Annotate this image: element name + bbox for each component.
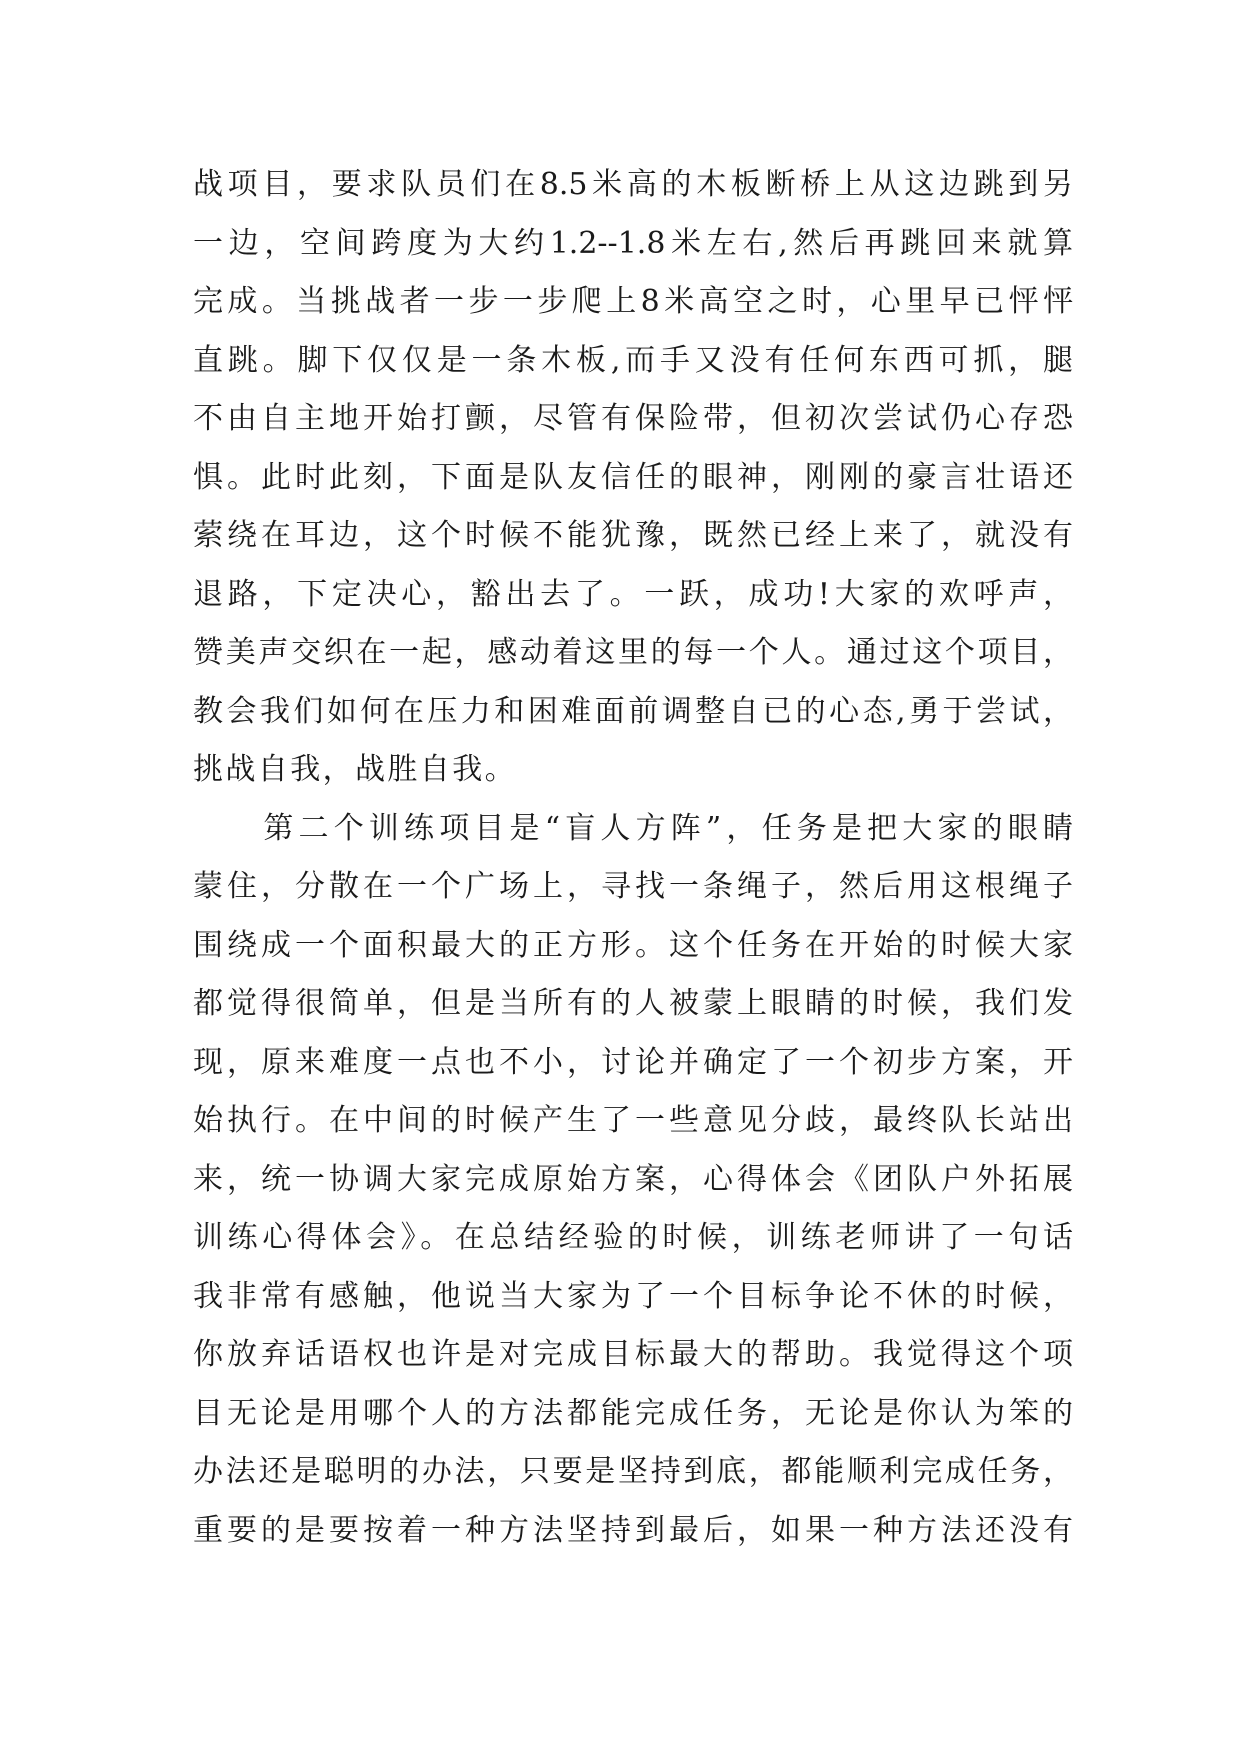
text-line: 直跳。脚下仅仅是一条木板,而手又没有任何东西可抓，腿 bbox=[193, 342, 1073, 378]
text-line: 一边，空间跨度为大约1.2--1.8米左右,然后再跳回来就算 bbox=[193, 225, 1073, 261]
text-line: 教会我们如何在压力和困难面前调整自已的心态,勇于尝试， bbox=[193, 693, 1073, 729]
text-line: 退路，下定决心，豁出去了。一跃，成功!大家的欢呼声， bbox=[193, 576, 1073, 612]
text-line: 完成。当挑战者一步一步爬上8米高空之时，心里早已怦怦 bbox=[193, 284, 1073, 319]
text-line: 训练心得体会》。在总结经验的时候，训练老师讲了一句话 bbox=[193, 1220, 1073, 1255]
text-line: 现，原来难度一点也不小，讨论并确定了一个初步方案，开 bbox=[193, 1044, 1073, 1080]
text-line: 战项目，要求队员们在8.5米高的木板断桥上从这边跳到另 bbox=[193, 167, 1073, 202]
text-line: 惧。此时此刻，下面是队友信任的眼神，刚刚的豪言壮语还 bbox=[193, 459, 1073, 495]
text-line: 不由自主地开始打颤，尽管有保险带，但初次尝试仍心存恐 bbox=[193, 401, 1073, 436]
text-line: 我非常有感触，他说当大家为了一个目标争论不休的时候， bbox=[193, 1278, 1073, 1314]
paragraph-start-line: 第二个训练项目是“盲人方阵”，任务是把大家的眼睛 bbox=[193, 810, 1073, 846]
text-line: 蒙住，分散在一个广场上，寻找一条绳子，然后用这根绳子 bbox=[193, 869, 1073, 904]
text-line: 挑战自我，战胜自我。 bbox=[193, 752, 517, 787]
text-line: 办法还是聪明的办法，只要是坚持到底，都能顺利完成任务， bbox=[193, 1454, 1073, 1489]
text-line: 始执行。在中间的时候产生了一些意见分歧，最终队长站出 bbox=[193, 1103, 1073, 1138]
text-line: 围绕成一个面积最大的正方形。这个任务在开始的时候大家 bbox=[193, 927, 1073, 963]
text-line: 来，统一协调大家完成原始方案，心得体会《团队户外拓展 bbox=[193, 1161, 1073, 1197]
text-line: 目无论是用哪个人的方法都能完成任务，无论是你认为笨的 bbox=[193, 1395, 1073, 1431]
text-line: 赞美声交织在一起，感动着这里的每一个人。通过这个项目， bbox=[193, 635, 1073, 670]
text-line: 萦绕在耳边，这个时候不能犹豫，既然已经上来了，就没有 bbox=[193, 518, 1073, 553]
text-line: 都觉得很简单，但是当所有的人被蒙上眼睛的时候，我们发 bbox=[193, 986, 1073, 1021]
text-line: 重要的是要按着一种方法坚持到最后，如果一种方法还没有 bbox=[193, 1512, 1073, 1548]
body-text bbox=[193, 156, 1073, 1560]
text-line: 你放弃话语权也许是对完成目标最大的帮助。我觉得这个项 bbox=[193, 1337, 1073, 1372]
